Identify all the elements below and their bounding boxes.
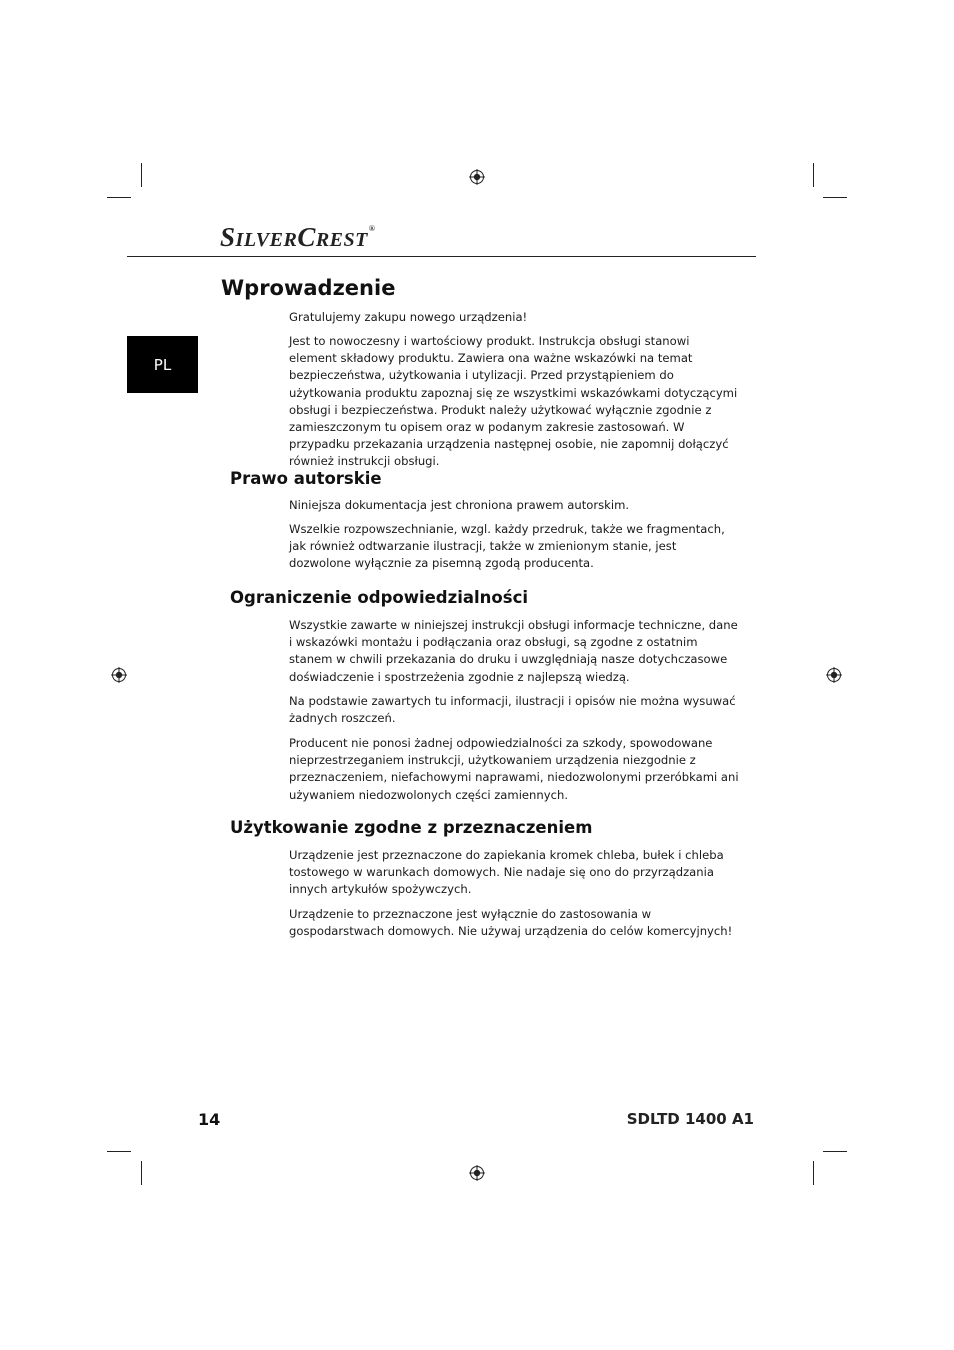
crop-mark <box>107 197 131 198</box>
intended-use-paragraph: Urządzenie jest przeznaczone do zapiekania kromek chleba, bułek i chleba tostowego w warunkach domowych. Nie nadaje się ono do przyrządzania innych artykułów spożywczych. <box>289 848 724 897</box>
header-rule <box>127 256 756 257</box>
crop-mark <box>823 1151 847 1152</box>
liability-paragraph: Na podstawie zawartych tu informacji, ilustracji i opisów nie można wysuwać żadnych roszczeń. <box>289 694 736 726</box>
intro-paragraph: Gratulujemy zakupu nowego urządzenia! <box>289 310 528 324</box>
crop-mark <box>823 197 847 198</box>
registration-mark-icon <box>469 169 485 185</box>
logo-letter: C <box>297 222 316 252</box>
crop-mark <box>141 163 142 187</box>
crop-mark <box>813 1161 814 1185</box>
copyright-paragraph: Wszelkie rozpowszechnianie, wzgl. każdy przedruk, także we fragmentach, jak również odtwarzanie ilustracji, także w zmienionym stanie, jest dozwolone wyłącznie za pisemną zgodą producenta. <box>289 522 725 571</box>
logo-letter: S <box>220 222 236 252</box>
crop-mark <box>141 1161 142 1185</box>
language-tab: PL <box>127 336 198 393</box>
liability-paragraph: Wszystkie zawarte w niniejszej instrukcji obsługi informacje techniczne, dane i wskazówki montażu i podłączania oraz obsługi, są zgodne z ostatnim stanem w chwili przekazania do druku i uwzględniają nasze dotychczasowe doświadczenie i spostrzeżenia zgodnie z najlepszą wiedzą. <box>289 618 738 684</box>
registration-mark-icon <box>111 667 127 683</box>
logo-letters: REST <box>315 229 368 251</box>
crop-mark <box>107 1151 131 1152</box>
liability-heading: Ograniczenie odpowiedzialności <box>230 588 529 607</box>
crop-mark <box>813 163 814 187</box>
copyright-heading: Prawo autorskie <box>230 469 382 488</box>
logo-letters: ILVER <box>235 229 298 251</box>
page-title: Wprowadzenie <box>221 276 396 300</box>
copyright-paragraph: Niniejsza dokumentacja jest chroniona prawem autorskim. <box>289 498 630 512</box>
registered-mark: ® <box>368 224 376 233</box>
registration-mark-icon <box>469 1165 485 1181</box>
brand-logo <box>220 222 375 253</box>
intended-use-paragraph: Urządzenie to przeznaczone jest wyłącznie do zastosowania w gospodarstwach domowych. Nie używaj urządzenia do celów komercyjnych! <box>289 907 733 939</box>
registration-mark-icon <box>826 667 842 683</box>
intro-paragraph: Jest to nowoczesny i wartościowy produkt. Instrukcja obsługi stanowi element składowy produktu. Zawiera ona ważne wskazówki na temat bezpieczeństwa, użytkowania i utylizacji. Przed przystąpieniem do użytkowania produktu zapoznaj się ze wszystkimi wskazówkami dotyczącymi obsługi i bezpieczeństwa. Produkt należy użytkować wyłącznie zgodnie z zamieszczonym tu opisem oraz w podanym zakresie zastosowań. W przypadku przekazania urządzenia następnej osobie, nie zapomnij dołączyć również instrukcji obsługi. <box>289 334 738 469</box>
page-number: 14 <box>198 1110 221 1129</box>
model-number: SDLTD 1400 A1 <box>626 1110 754 1128</box>
liability-paragraph: Producent nie ponosi żadnej odpowiedzialności za szkody, spowodowane nieprzestrzeganiem instrukcji, użytkowaniem urządzenia niezgodnie z przeznaczeniem, niefachowymi naprawami, niedozwolonymi przeróbkami ani używaniem niedozwolonych części zamiennych. <box>289 736 739 802</box>
intended-use-heading: Użytkowanie zgodne z przeznaczeniem <box>230 818 593 837</box>
